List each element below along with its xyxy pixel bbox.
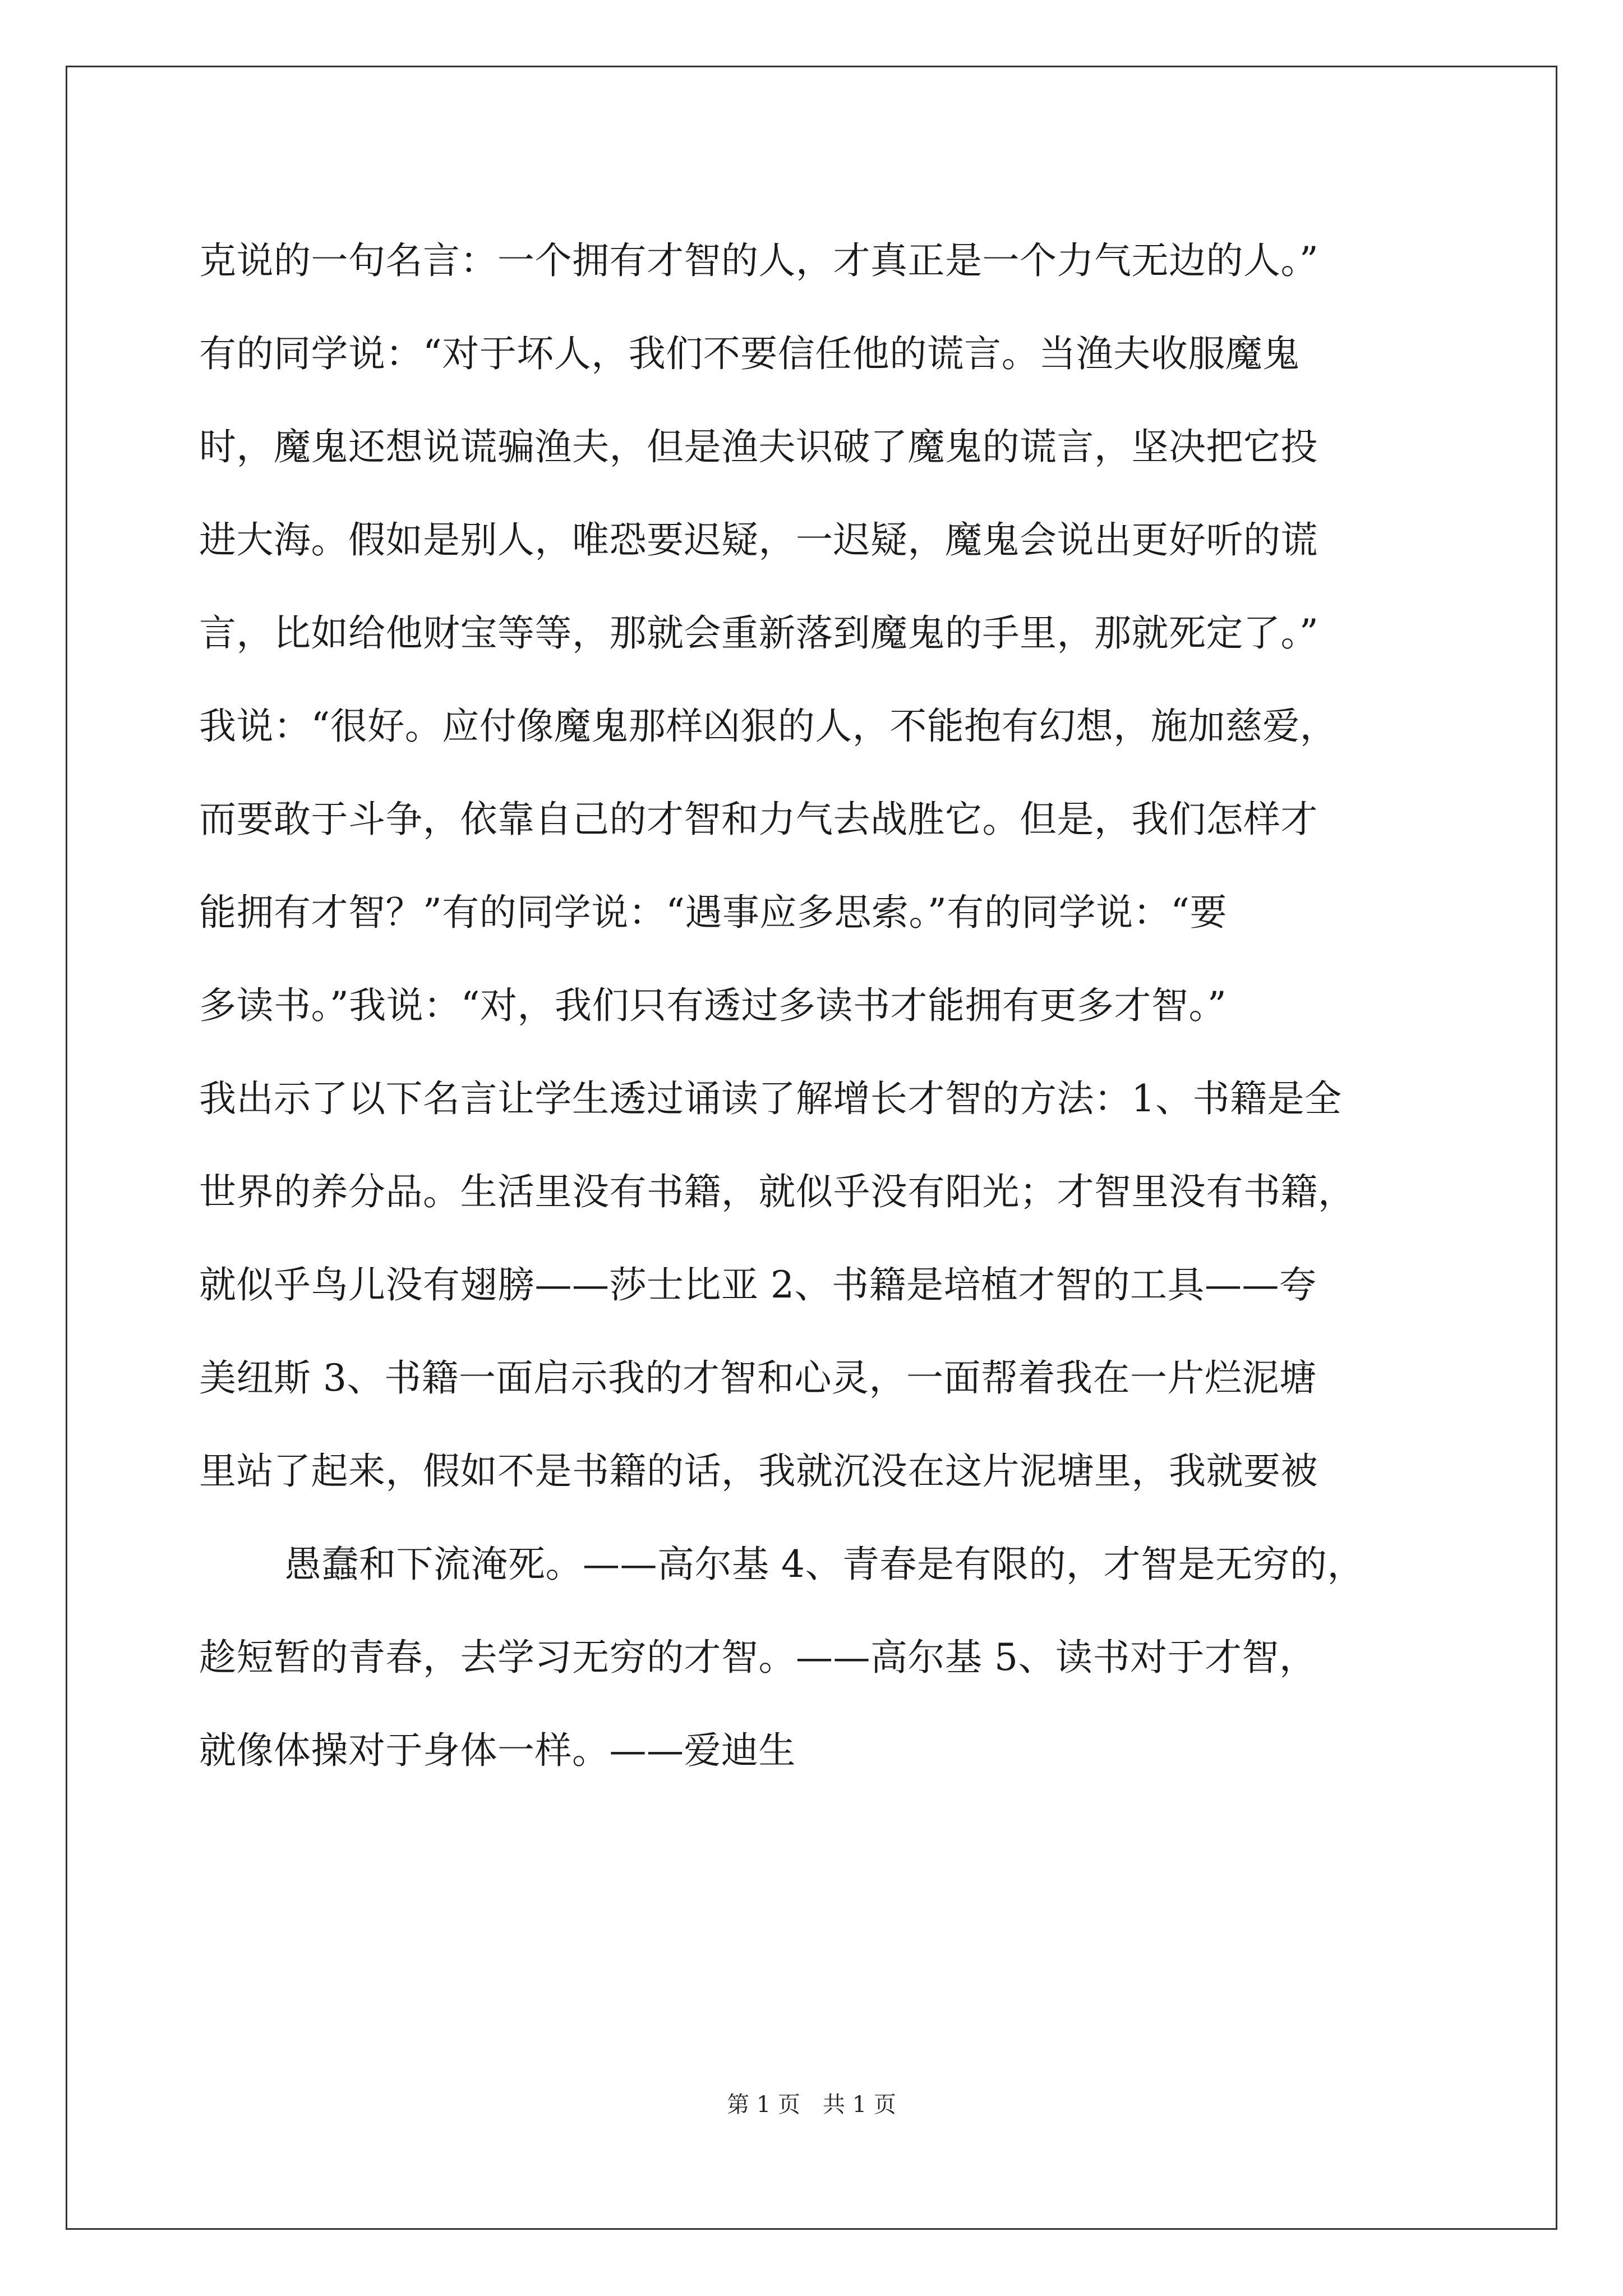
text-line: 我说：“很好。应付像魔鬼那样凶狠的人，不能抱有幻想，施加慈爱， bbox=[199, 705, 1338, 748]
text-line: 时，魔鬼还想说谎骗渔夫，但是渔夫识破了魔鬼的谎言，坚决把它投 bbox=[199, 425, 1318, 468]
paragraph-first-line: 愚蠢和下流淹死。——高尔基 4、青春是有限的，才智是无穷的， bbox=[284, 1543, 1364, 1586]
document-body bbox=[199, 214, 1433, 1797]
text-line: 就像体操对于身体一样。——爱迪生 bbox=[199, 1729, 796, 1772]
text-line: 有的同学说：“对于坏人，我们不要信任他的谎言。当渔夫收服魔鬼 bbox=[199, 332, 1300, 375]
page-footer bbox=[0, 2088, 1623, 2122]
text-line: 世界的养分品。生活里没有书籍，就似乎没有阳光；才智里没有书籍， bbox=[199, 1170, 1355, 1213]
text-line: 多读书。”我说：“对，我们只有透过多读书才能拥有更多才智。” bbox=[199, 984, 1227, 1027]
text-line: 美纽斯 3、书籍一面启示我的才智和心灵，一面帮着我在一片烂泥塘 bbox=[199, 1356, 1317, 1400]
text-line: 我出示了以下名言让学生透过诵读了解增长才智的方法：1、书籍是全 bbox=[199, 1077, 1342, 1120]
text-line: 而要敢于斗争，依靠自己的才智和力气去战胜它。但是，我们怎样才 bbox=[199, 798, 1318, 841]
text-line: 进大海。假如是别人，唯恐要迟疑，一迟疑，魔鬼会说出更好听的谎 bbox=[199, 518, 1318, 562]
page-number-label: 第 1 页 共 1 页 bbox=[727, 2092, 896, 2118]
text-line: 就似乎鸟儿没有翅膀——莎士比亚 2、书籍是培植才智的工具——夸 bbox=[199, 1263, 1317, 1306]
text-line: 能拥有才智？”有的同学说：“遇事应多思索。”有的同学说：“要 bbox=[199, 891, 1227, 934]
text-line: 趁短暂的青春，去学习无穷的才智。——高尔基 5、读书对于才智， bbox=[199, 1636, 1317, 1679]
text-line: 言，比如给他财宝等等，那就会重新落到魔鬼的手里，那就死定了。” bbox=[199, 611, 1319, 655]
text-line: 克说的一句名言：一个拥有才智的人，才真正是一个力气无边的人。” bbox=[199, 239, 1319, 282]
text-line: 里站了起来，假如不是书籍的话，我就沉没在这片泥塘里，我就要被 bbox=[199, 1450, 1318, 1493]
